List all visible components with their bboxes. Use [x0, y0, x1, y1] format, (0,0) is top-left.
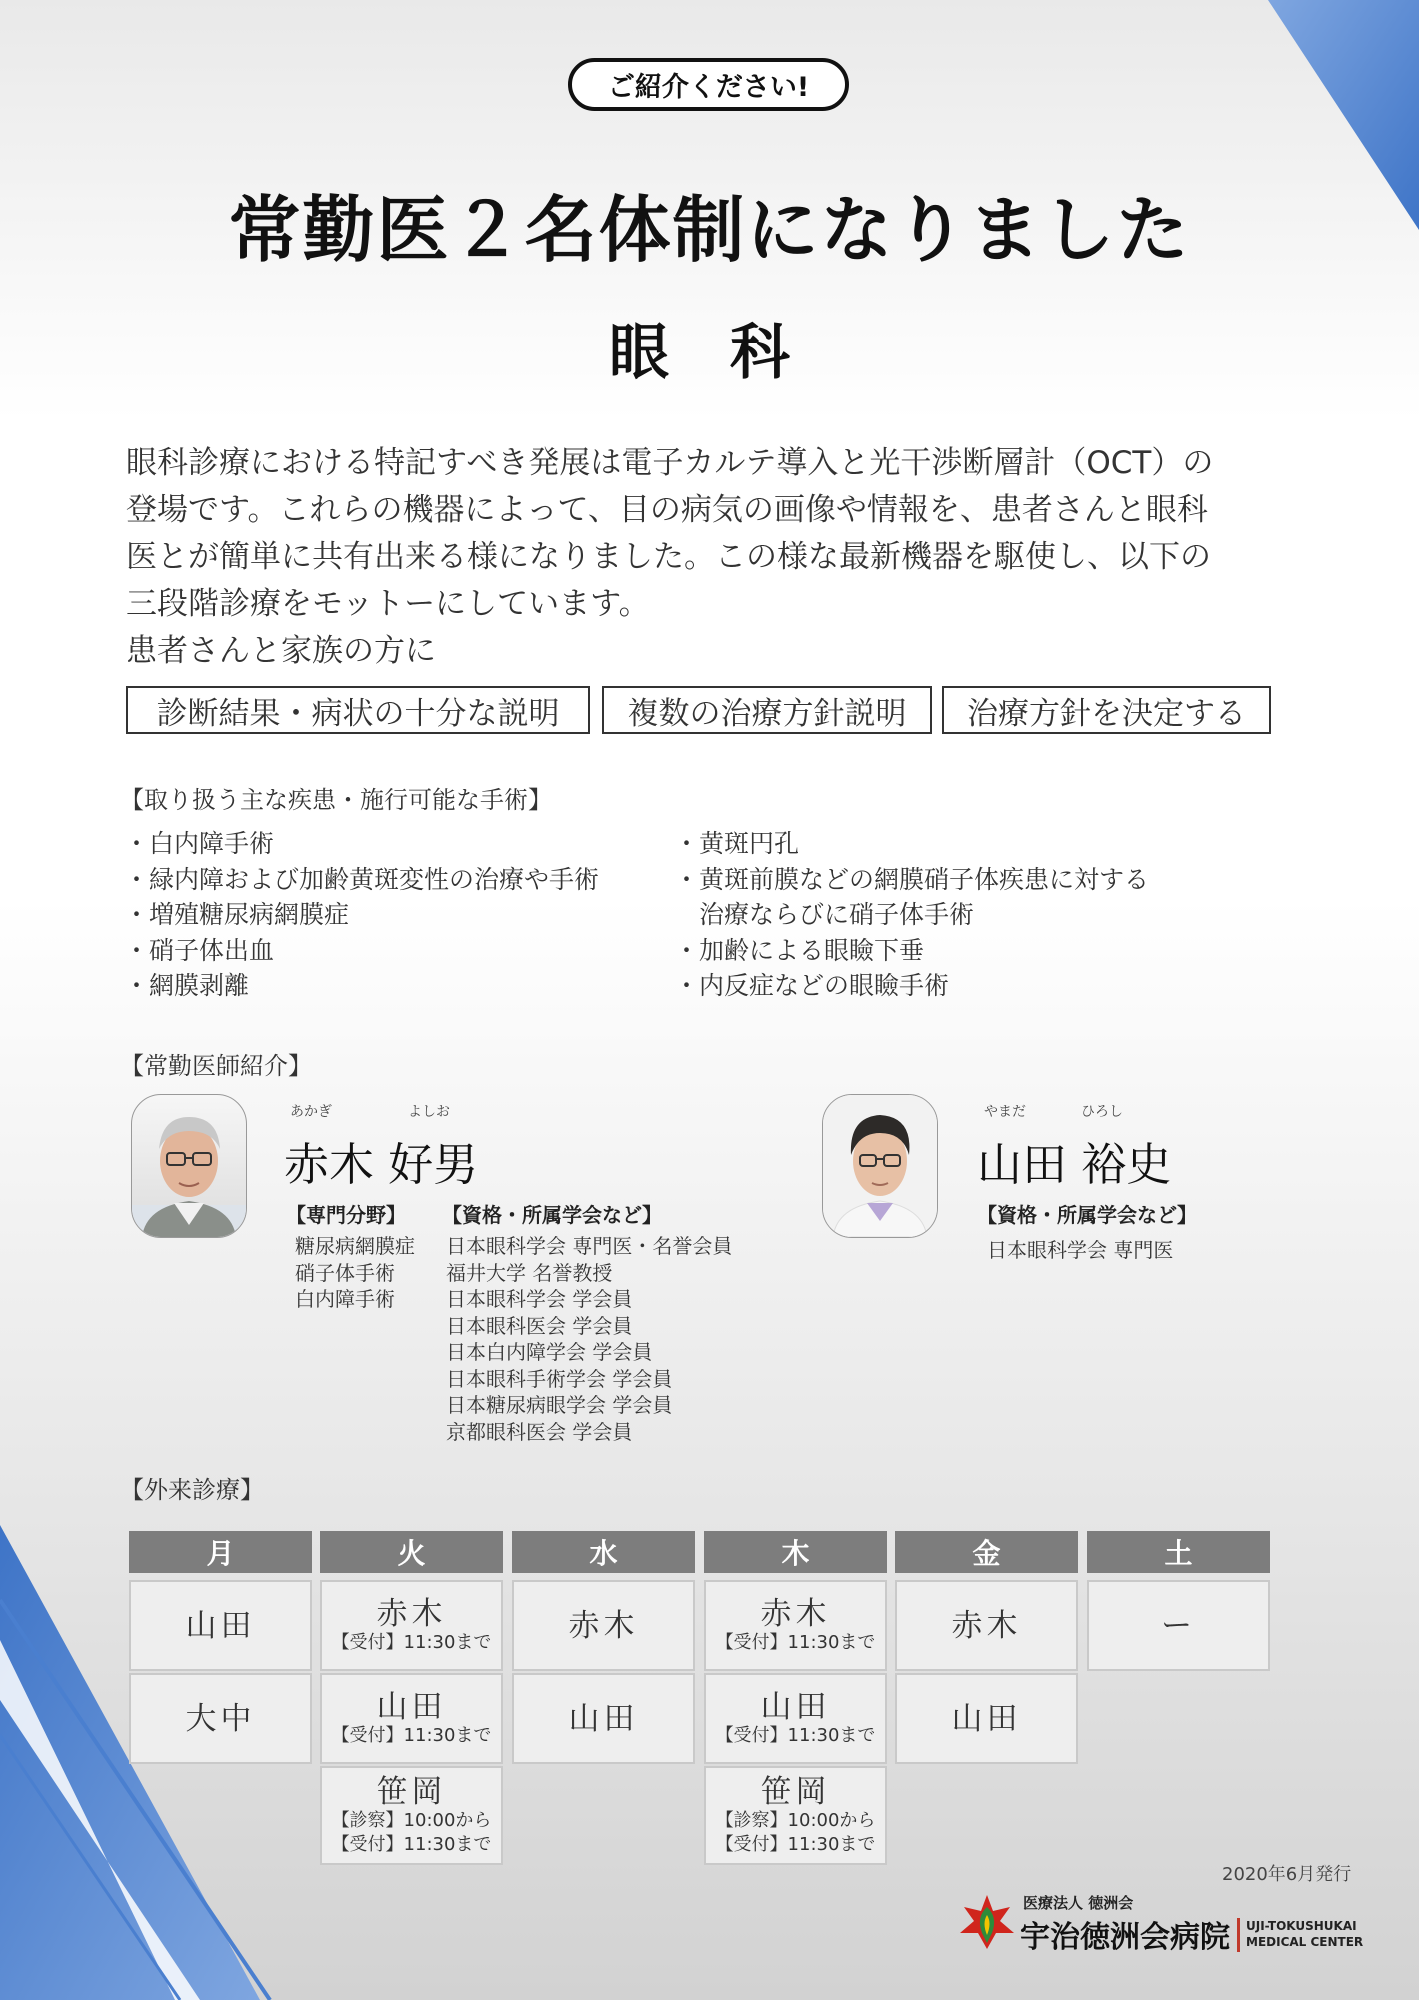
list-item: ・黄斑前膜などの網膜硝子体疾患に対する — [674, 864, 1150, 894]
reception-note: 【受付】11:30まで — [715, 1724, 876, 1746]
list-item: ・硝子体出血 — [124, 935, 275, 965]
consultation-note: 【診察】10:00から — [715, 1809, 876, 1831]
hospital-english-line: MEDICAL CENTER — [1246, 1935, 1364, 1949]
doctor-photo-akagi — [131, 1094, 247, 1238]
schedule-cell — [512, 1580, 695, 1671]
schedule-cell — [512, 1673, 695, 1764]
hospital-name: 宇治徳洲会病院 — [1020, 1920, 1230, 1955]
qualification-label: 【資格・所属学会など】 — [977, 1203, 1197, 1227]
day-header-tue: 火 — [320, 1531, 503, 1573]
intro-line: 登場です。これらの機器によって、目の病気の画像や情報を、患者さんと眼科 — [126, 492, 1208, 528]
procedures-title: 【取り扱う主な疾患・施行可能な手術】 — [120, 786, 552, 814]
schedule-cell — [320, 1766, 503, 1865]
schedule-cell — [895, 1673, 1078, 1764]
list-item: ・白内障手術 — [124, 829, 275, 858]
doctor-photo-yamada — [822, 1094, 938, 1238]
doctors-title: 【常勤医師紹介】 — [120, 1052, 312, 1080]
doctor-slot: 山田 — [951, 1700, 1022, 1737]
page-title: 常勤医２名体制になりました — [228, 188, 1191, 272]
reception-note: 【受付】11:30まで — [331, 1833, 492, 1855]
schedule-cell — [320, 1673, 503, 1764]
schedule-cell — [129, 1673, 312, 1764]
step-box-3: 治療方針を決定する — [942, 686, 1271, 734]
schedule-cell — [895, 1580, 1078, 1671]
reception-note: 【受付】11:30まで — [331, 1631, 492, 1653]
person-portrait-icon — [132, 1095, 246, 1237]
badge: ご紹介ください! — [568, 58, 849, 111]
intro-line: 患者さんと家族の方に — [126, 633, 436, 669]
day-header-fri: 金 — [895, 1531, 1078, 1573]
list-item: ・内反症などの眼瞼手術 — [674, 971, 950, 1000]
ruby-family: あかぎ — [290, 1104, 332, 1120]
doctor-name: 山田 裕史 — [977, 1138, 1172, 1191]
list-item: ・増殖糖尿病網膜症 — [124, 900, 350, 929]
qualification-label: 【資格・所属学会など】 — [442, 1203, 662, 1227]
specialty-item: 白内障手術 — [295, 1287, 395, 1311]
schedule-cell — [320, 1580, 503, 1671]
reception-note: 【受付】11:30まで — [331, 1724, 492, 1746]
list-item: ・網膜剥離 — [124, 971, 250, 1000]
doctor-slot: 赤木 — [951, 1607, 1022, 1644]
person-portrait-icon — [823, 1095, 937, 1237]
specialty-label: 【専門分野】 — [286, 1203, 406, 1227]
qualification-item: 日本眼科学会 専門医・名誉会員 — [446, 1234, 733, 1258]
qualification-item: 日本糖尿病眼学会 学会員 — [446, 1393, 673, 1417]
department-title: 眼 科 — [609, 318, 810, 388]
specialty-item: 硝子体手術 — [295, 1260, 395, 1285]
hospital-logo-icon — [958, 1893, 1016, 1951]
hospital-english-line: UJI-TOKUSHUKAI — [1246, 1919, 1357, 1933]
intro-line: 三段階診療をモットーにしています。 — [126, 586, 650, 622]
specialty-item: 糖尿病網膜症 — [295, 1234, 415, 1258]
ruby-family: やまだ — [984, 1104, 1026, 1120]
schedule-cell — [129, 1580, 312, 1671]
schedule-title: 【外来診療】 — [120, 1476, 264, 1504]
day-header-wed: 水 — [512, 1531, 695, 1573]
step-box-2: 複数の治療方針説明 — [602, 686, 932, 734]
schedule-cell — [704, 1766, 887, 1865]
consultation-note: 【診察】10:00から — [331, 1809, 492, 1831]
doctor-slot: 山田 — [568, 1700, 639, 1737]
qualification-item: 日本眼科学会 学会員 — [446, 1287, 633, 1311]
qualification-list — [987, 1237, 1173, 1264]
list-item: ・加齢による眼瞼下垂 — [674, 935, 925, 965]
schedule-cell — [704, 1580, 887, 1671]
intro-text — [126, 440, 1306, 675]
ruby-given: ひろし — [1081, 1104, 1123, 1120]
step-box-1: 診断結果・病状の十分な説明 — [126, 686, 590, 734]
qualification-list — [446, 1233, 732, 1445]
corporation-name: 医療法人 徳洲会 — [1023, 1894, 1134, 1912]
schedule-cell — [1087, 1580, 1270, 1671]
qualification-item: 日本眼科手術学会 学会員 — [446, 1366, 673, 1391]
hospital-english-name — [1246, 1918, 1363, 1950]
day-header-mon: 月 — [129, 1531, 312, 1573]
list-item: ・黄斑円孔 — [674, 829, 800, 858]
doctor-name: 赤木 好男 — [284, 1138, 479, 1191]
reception-note: 【受付】11:30まで — [715, 1833, 876, 1855]
issue-date: 2020年6月発行 — [1222, 1864, 1352, 1885]
intro-line: 眼科診療における特記すべき発展は電子カルテ導入と光干渉断層計（OCT）の — [126, 445, 1214, 481]
qualification-item: 日本白内障学会 学会員 — [446, 1340, 653, 1364]
qualification-item: 日本眼科医会 学会員 — [446, 1313, 633, 1338]
procedures-list-right — [674, 826, 1149, 1004]
day-header-sat: 土 — [1087, 1531, 1270, 1573]
doctor-slot: 赤木 — [376, 1595, 447, 1632]
day-header-thu: 木 — [704, 1531, 887, 1573]
reception-note: 【受付】11:30まで — [715, 1631, 876, 1653]
procedures-list-left — [124, 826, 599, 1004]
intro-line: 医とが簡単に共有出来る様になりました。この様な最新機器を駆使し、以下の — [126, 539, 1211, 575]
doctor-slot: 山田 — [185, 1607, 256, 1644]
qualification-item: 京都眼科医会 学会員 — [446, 1419, 633, 1444]
doctor-slot: ー — [1161, 1607, 1196, 1644]
specialty-list — [295, 1233, 415, 1313]
qualification-item: 福井大学 名誉教授 — [446, 1260, 613, 1285]
list-item: 治療ならびに硝子体手術 — [674, 900, 975, 929]
qualification-item: 日本眼科学会 専門医 — [987, 1238, 1174, 1262]
doctor-slot: 赤木 — [760, 1595, 831, 1632]
doctor-slot: 笹岡 — [760, 1773, 831, 1810]
schedule-cell — [704, 1673, 887, 1764]
logo-divider — [1237, 1918, 1240, 1952]
doctor-slot: 山田 — [760, 1688, 831, 1725]
doctor-slot: 大中 — [185, 1700, 256, 1737]
doctor-slot: 赤木 — [568, 1607, 639, 1644]
doctor-slot: 山田 — [376, 1688, 447, 1725]
doctor-slot: 笹岡 — [376, 1773, 447, 1810]
list-item: ・緑内障および加齢黄斑変性の治療や手術 — [124, 864, 600, 894]
ruby-given: よしお — [408, 1104, 450, 1120]
